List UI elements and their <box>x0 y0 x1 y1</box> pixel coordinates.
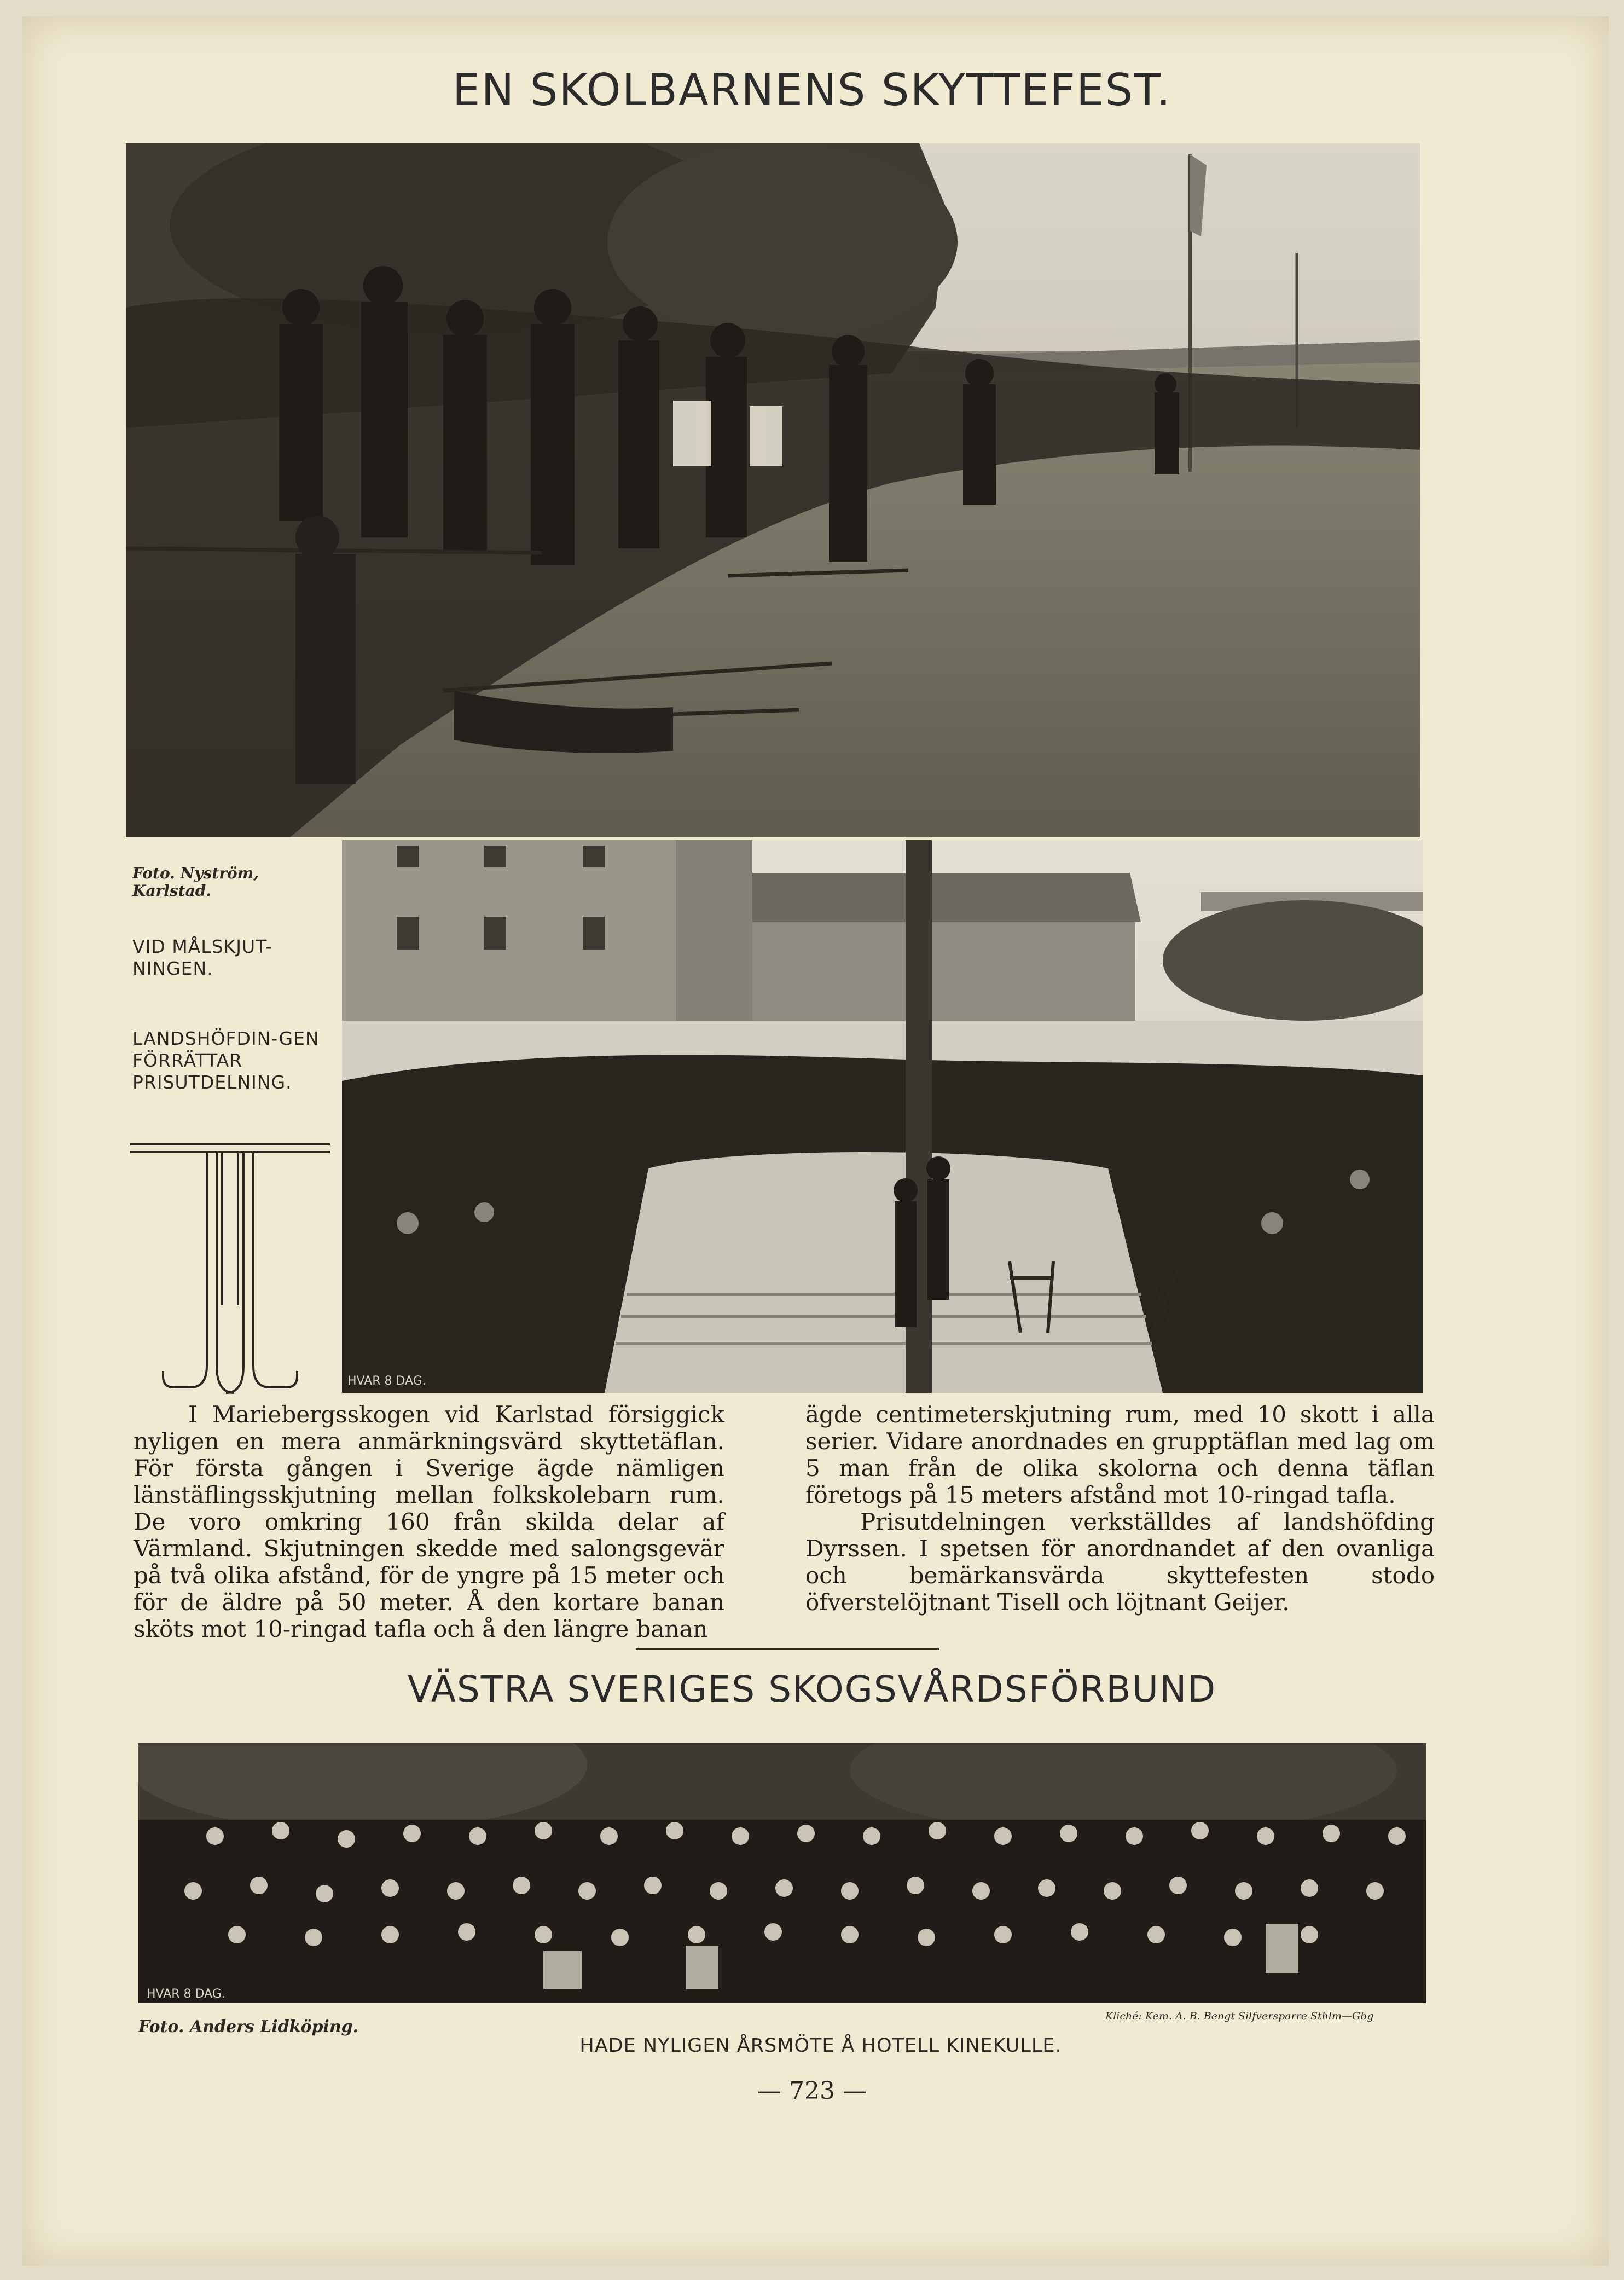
article-column-right <box>805 1401 1435 1616</box>
article-paragraph-3: Prisutdelningen verkställdes af landshöfding Dyrssen. I spetsen för anordnandet af den ovanliga och bemärkansvärda skyttefesten stodo öfverstelöjtnant Tisell och löjtnant Geijer. <box>805 1508 1435 1616</box>
article-column-left <box>134 1401 724 1642</box>
photo3-watermark: HVAR 8 DAG. <box>147 1987 225 2001</box>
photo-prize-giving <box>342 840 1423 1393</box>
photo-group-meeting <box>138 1743 1426 2003</box>
decorative-ornament <box>130 1141 330 1398</box>
photo1-credit: Foto. Nyström, Karlstad. <box>132 864 259 900</box>
article-paragraph-1: I Mariebergsskogen vid Karlstad försiggick nyligen en mera anmärkningsvärd skyttetäflan. För första gången i Sverige ägde nämligen länstäflingsskjutning mellan folkskolebarn rum. De voro omkring 160 från skilda delar af Värmland. Skjutningen skedde med salongsgevär på två olika afstånd, för de yngre på 15 meter och för de äldre på 50 meter. Å den kortare banan sköts mot 10-ringad tafla och å den längre banan <box>134 1401 724 1642</box>
photo3-credit: Foto. Anders Lidköping. <box>138 2017 359 2036</box>
photo1-caption: VID MÅLSKJUT-NINGEN. <box>132 936 273 979</box>
photo3-caption: HADE NYLIGEN ÅRSMÖTE Å HOTELL KINEKULLE. <box>579 2035 1062 2057</box>
engraver-credit: Kliché: Kem. A. B. Bengt Silfversparre Sthlm—Gbg <box>1105 2010 1374 2022</box>
section-divider <box>636 1648 939 1650</box>
photo-shooting-range <box>126 143 1420 837</box>
section2-title: VÄSTRA SVERIGES SKOGSVÅRDSFÖRBUND <box>407 1668 1217 1710</box>
photo2-caption: LANDSHÖFDIN-GEN FÖRRÄTTAR PRISUTDELNING. <box>132 1028 320 1093</box>
main-title: EN SKOLBARNENS SKYTTEFEST. <box>452 65 1172 115</box>
article-paragraph-2: ägde centimeterskjutning rum, med 10 skott i alla serier. Vidare anordnades en grupptäflan med lag om 5 man från de olika skolorna och denna täflan företogs på 15 meters afstånd mot 10-ringad tafla. <box>805 1401 1435 1508</box>
photo2-watermark: HVAR 8 DAG. <box>347 1374 426 1388</box>
page-number: — 723 — <box>757 2077 867 2105</box>
